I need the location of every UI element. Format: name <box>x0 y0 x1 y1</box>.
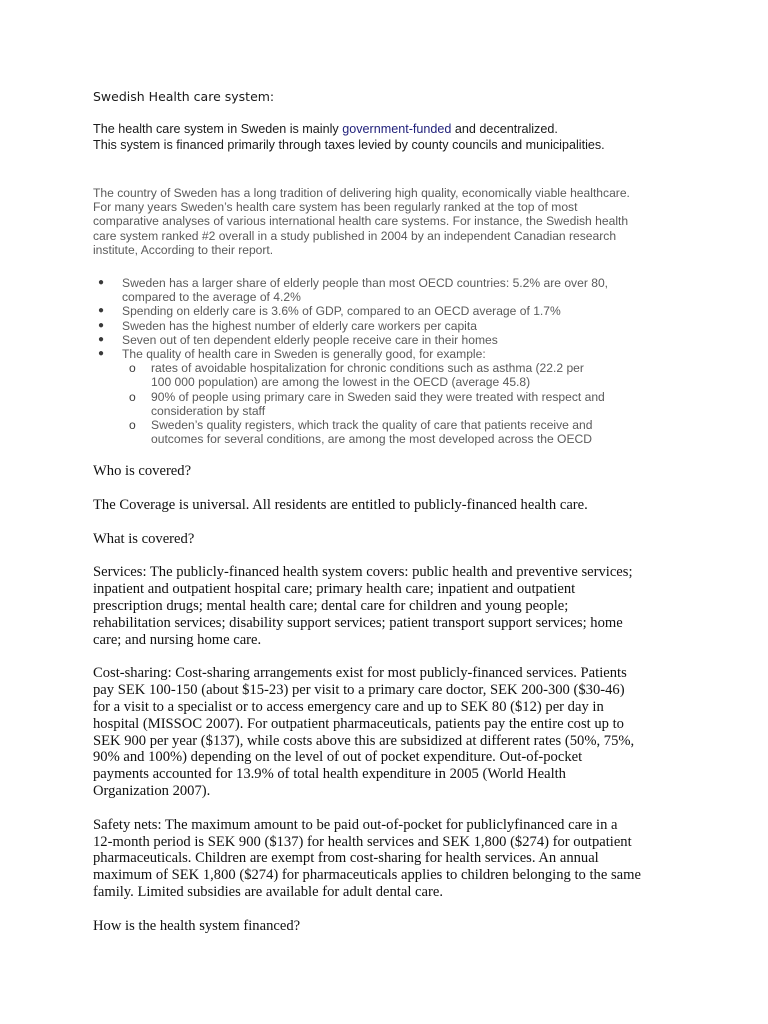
bullet-icon: ● <box>98 348 105 360</box>
facts-list <box>93 276 673 446</box>
paragraph-line: pharmaceuticals. Children are exempt from cost-sharing for health services. An annual <box>93 850 599 867</box>
paragraph-line: pay SEK 100-150 (about $15-23) per visit to a primary care doctor, SEK 200-300 ($30-46) <box>93 682 625 699</box>
paragraph-line: for a visit to a specialist or to access emergency care and up to SEK 80 ($12) per day in <box>93 698 604 715</box>
paragraph-line: care; and nursing home care. <box>93 631 262 648</box>
paragraph-line: Safety nets: The maximum amount to be paid out-of-pocket for publiclyfinanced care in a <box>93 816 618 833</box>
bullet-icon: ● <box>98 333 105 345</box>
safety-nets-paragraph <box>93 817 693 901</box>
list-item <box>93 347 673 446</box>
intro-text: and decentralized. <box>451 122 558 136</box>
list-item-text: The quality of health care in Sweden is generally good, for example: <box>122 347 486 362</box>
list-item <box>93 319 673 333</box>
overview-line: care system ranked #2 overall in a study published in 2004 by an independent Canadian research <box>93 228 617 243</box>
paragraph-line: family. Limited subsidies are available for adult dental care. <box>93 883 443 900</box>
overview-line: comparative analyses of various international health care systems. For instance, the Swedish health <box>93 214 629 229</box>
paragraph-line: 90% and 100%) depending on the level of out of pocket expenditure. Out-of-pocket <box>93 749 583 766</box>
who-covered-question: Who is covered? <box>93 463 192 479</box>
list-item-text: compared to the average of 4.2% <box>122 290 301 305</box>
services-paragraph <box>93 564 693 648</box>
list-item <box>93 333 673 347</box>
sub-list-item <box>122 390 673 418</box>
sub-list-item-text: outcomes for several conditions, are among the most developed across the OECD <box>151 432 592 447</box>
financing-question: How is the health system financed? <box>93 917 301 934</box>
overview-line: For many years Sweden’s health care system has been regularly ranked at the top of most <box>93 200 578 215</box>
intro-line-2: This system is financed primarily through taxes levied by county councils and municipalities. <box>93 137 605 152</box>
document-heading: Swedish Health care system: <box>93 89 275 104</box>
circle-bullet-icon: o <box>129 389 136 404</box>
sub-list-item-text: rates of avoidable hospitalization for chronic conditions such as asthma (22.2 per <box>151 361 584 376</box>
paragraph-line: SEK 900 per year ($137), while costs above this are subsidized at different rates (50%, 75%, <box>93 732 635 749</box>
paragraph-line: inpatient and outpatient hospital care; primary health care; inpatient and outpatient <box>93 581 576 598</box>
bullet-icon: ● <box>98 319 105 331</box>
bullet-icon: ● <box>98 277 105 288</box>
sub-list-item-text: Sweden’s quality registers, which track the quality of care that patients receive and <box>151 418 593 433</box>
what-covered-question: What is covered? <box>93 530 195 547</box>
overview-line: institute, According to their report. <box>93 242 274 257</box>
paragraph-line: payments accounted for 13.9% of total health expenditure in 2005 (World Health <box>93 766 566 783</box>
list-item <box>93 304 673 318</box>
paragraph-line: Services: The publicly-financed health system covers: public health and preventive services; <box>93 564 633 581</box>
government-funded-link[interactable]: government-funded <box>342 122 452 136</box>
sub-list-item <box>122 361 673 389</box>
circle-bullet-icon: o <box>129 418 136 433</box>
paragraph-line: hospital (MISSOC 2007). For outpatient pharmaceuticals, patients pay the entire cost up to <box>93 715 624 732</box>
cost-sharing-paragraph <box>93 665 693 799</box>
list-item-text: Seven out of ten dependent elderly people receive care in their homes <box>122 332 498 347</box>
paragraph-line: Organization 2007). <box>93 782 211 799</box>
bullet-icon: ● <box>98 305 105 317</box>
sub-list-item-text: consideration by staff <box>151 403 266 418</box>
overview-paragraph <box>93 186 673 257</box>
paragraph-line: Cost-sharing: Cost-sharing arrangements exist for most publicly-financed services. Patients <box>93 665 627 682</box>
paragraph-line: 12-month period is SEK 900 ($137) for health services and SEK 1,800 ($274) for outpatient <box>93 833 632 850</box>
paragraph-line: prescription drugs; mental health care; dental care for children and young people; <box>93 597 569 614</box>
sub-list-item-text: 90% of people using primary care in Sweden said they were treated with respect and <box>151 389 605 404</box>
intro-line-1 <box>93 122 693 138</box>
circle-bullet-icon: o <box>129 361 136 376</box>
intro-text: The health care system in Sweden is mainly <box>93 122 343 136</box>
sub-list-item-text: 100 000 population) are among the lowest in the OECD (average 45.8) <box>151 375 531 390</box>
paragraph-line: rehabilitation services; disability support services; patient transport support services; home <box>93 614 623 631</box>
list-item-text: Spending on elderly care is 3.6% of GDP, compared to an OECD average of 1.7% <box>122 304 561 319</box>
intro-section <box>93 122 693 153</box>
quality-sub-list <box>122 361 673 446</box>
sub-list-item <box>122 418 673 446</box>
list-item-text: Sweden has a larger share of elderly people than most OECD countries: 5.2% are over 80, <box>122 276 609 290</box>
list-item-text: Sweden has the highest number of elderly care workers per capita <box>122 318 477 333</box>
paragraph-line: maximum of SEK 1,800 ($274) for pharmaceuticals applies to children belonging to the same <box>93 867 641 884</box>
overview-line: The country of Sweden has a long tradition of delivering high quality, economically viable healthcare. <box>93 186 630 200</box>
body-section <box>93 463 693 935</box>
list-item <box>93 276 673 304</box>
who-covered-answer: The Coverage is universal. All residents are entitled to publicly-financed health care. <box>93 496 588 513</box>
